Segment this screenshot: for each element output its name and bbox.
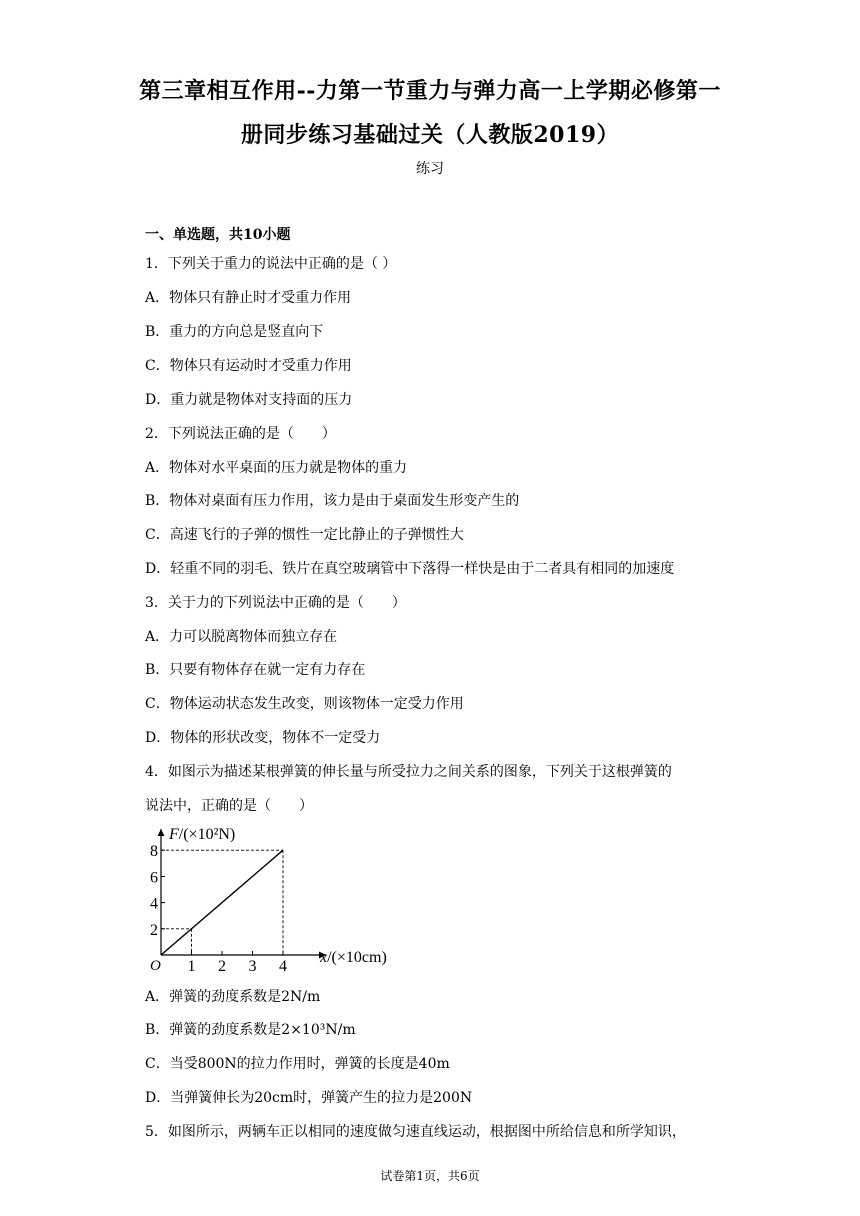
section-heading: 一、单选题，共10小题 [145, 227, 291, 243]
spring-force-extension-chart [140, 822, 420, 972]
q4-option-c: C．当受800N的拉力作用时，弹簧的长度是40m [145, 1056, 450, 1072]
q3-option-b: B．只要有物体存在就一定有力存在 [145, 662, 366, 678]
chart-x-tick-label-1: 1 [187, 958, 196, 972]
q4-option-d: D．当弹簧伸长为20cm时，弹簧产生的拉力是200N [145, 1090, 473, 1106]
chart-y-tick-label-2: 2 [150, 921, 158, 939]
chart-x-tick-label-3: 3 [248, 958, 257, 972]
q3-option-d: D．物体的形状改变，物体不一定受力 [145, 730, 381, 746]
q1-option-c: C．物体只有运动时才受重力作用 [145, 358, 352, 374]
q3-stem: 3．关于力的下列说法中正确的是（ ） [145, 595, 406, 611]
q2-option-d: D．轻重不同的羽毛、铁片在真空玻璃管中下落得一样快是由于二者具有相同的加速度 [145, 561, 675, 577]
q1-option-d: D．重力就是物体对支持面的压力 [145, 392, 353, 408]
chart-x-tick-label-4: 4 [279, 958, 287, 972]
chart-y-tick-label-4: 4 [150, 895, 158, 913]
doc-title-line-2: 册同步练习基础过关（人教版2019） [240, 122, 620, 148]
chart-y-label: F/(×10²N) [169, 826, 236, 843]
q5-stem: 5．如图所示，两辆车正以相同的速度做匀速直线运动，根据图中所给信息和所学知识， [145, 1124, 686, 1140]
doc-title-line-1: 第三章相互作用--力第一节重力与弹力高一上学期必修第一 [139, 78, 721, 104]
chart-y-tick-label-6: 6 [150, 869, 158, 887]
chart-origin-label: O [150, 958, 161, 972]
doc-subtitle: 练习 [416, 161, 444, 177]
q4-stem-line-2: 说法中，正确的是（ ） [145, 798, 313, 814]
q1-stem: 1．下列关于重力的说法中正确的是（ ） [145, 256, 397, 272]
q4-stem-line-1: 4．如图示为描述某根弹簧的伸长量与所受拉力之间关系的图象，下列关于这根弹簧的 [145, 764, 672, 780]
q3-option-a: A．力可以脱离物体而独立存在 [145, 629, 338, 645]
q2-stem: 2．下列说法正确的是（ ） [145, 426, 336, 442]
q3-option-c: C．物体运动状态发生改变，则该物体一定受力作用 [145, 696, 464, 712]
chart-x-label: x/(×10cm) [320, 949, 387, 966]
chart-series-line-1 [161, 850, 283, 955]
chart-y-tick-label-8: 8 [150, 843, 158, 861]
q4-option-b: B．弹簧的劲度系数是2×10³N/m [145, 1022, 356, 1038]
q2-option-a: A．物体对水平桌面的压力就是物体的重力 [145, 460, 408, 476]
q4-option-a: A．弹簧的劲度系数是2N/m [145, 989, 321, 1005]
page-footer: 试卷第1页，共6页 [380, 1169, 480, 1183]
chart-x-tick-label-2: 2 [218, 958, 226, 972]
q2-option-b: B．物体对桌面有压力作用，该力是由于桌面发生形变产生的 [145, 493, 520, 509]
q1-option-b: B．重力的方向总是竖直向下 [145, 324, 324, 340]
q2-option-c: C．高速飞行的子弹的惯性一定比静止的子弹惯性大 [145, 527, 464, 543]
q1-option-a: A．物体只有静止时才受重力作用 [145, 290, 352, 306]
